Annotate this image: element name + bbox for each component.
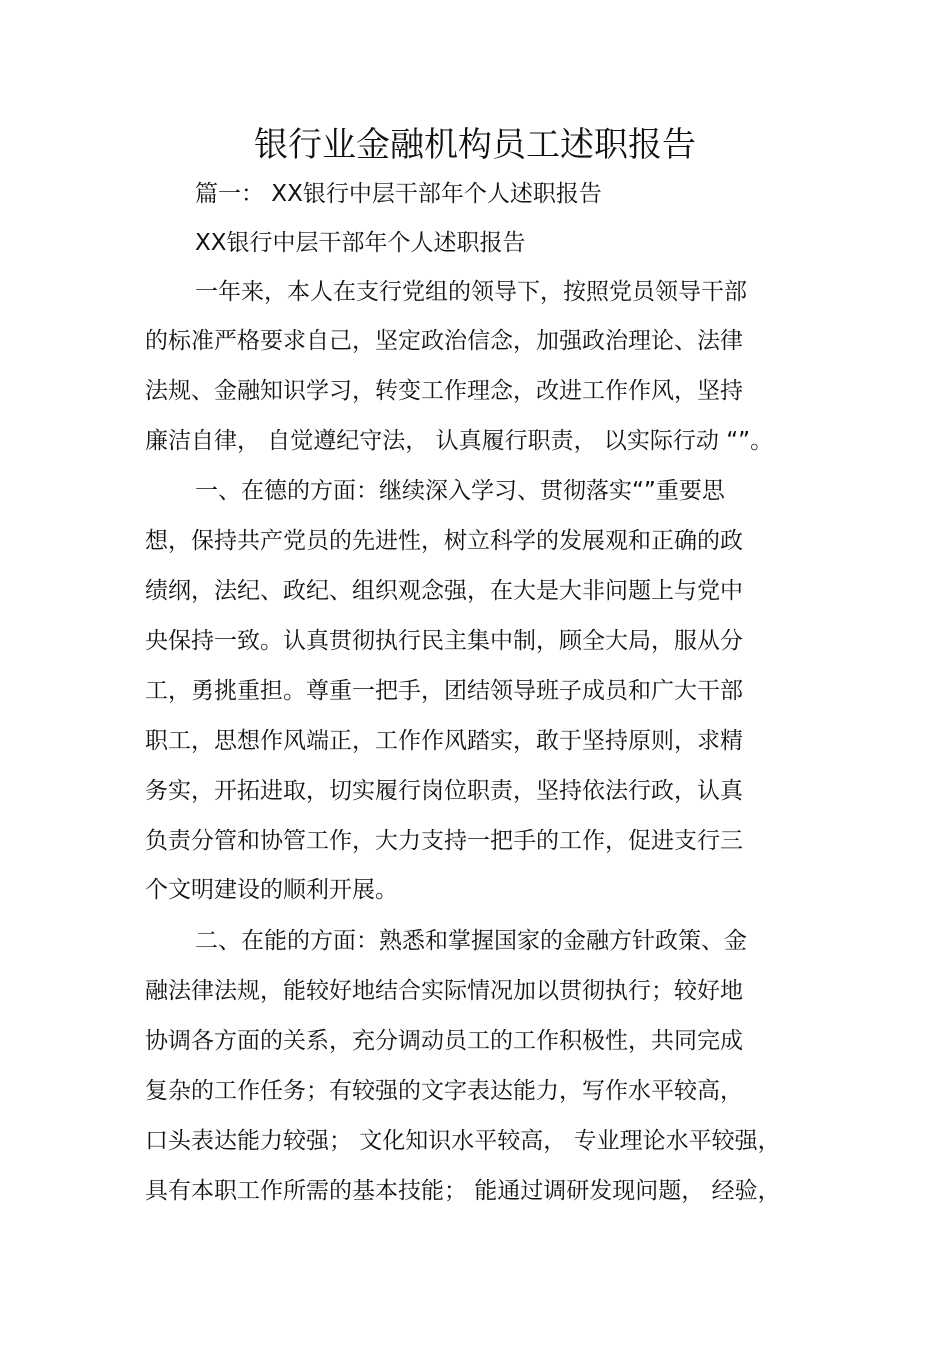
paragraph-line: 一、在德的方面：继续深入学习、贯彻落实“”重要思 [195, 478, 725, 504]
paragraph-line: 复杂的工作任务；有较强的文字表达能力，写作水平较高， [145, 1078, 743, 1104]
paragraph-line: 职工，思想作风端正，工作作风踏实，敢于坚持原则，求精 [145, 728, 743, 754]
paragraph-line: 协调各方面的关系，充分调动员工的工作积极性，共同完成 [145, 1028, 743, 1054]
paragraph-line: 央保持一致。认真贯彻执行民主集中制，顾全大局，服从分 [145, 628, 743, 654]
document-title: 银行业金融机构员工述职报告 [254, 125, 696, 165]
paragraph-line: 口头表达能力较强； 文化知识水平较高， 专业理论水平较强， [145, 1128, 781, 1154]
paragraph-line: 具有本职工作所需的基本技能； 能通过调研发现问题， 经验， [145, 1178, 781, 1204]
paragraph-line: 负责分管和协管工作，大力支持一把手的工作，促进支行三 [145, 828, 743, 854]
chapter-heading: 篇一： XX银行中层干部年个人述职报告 [195, 181, 602, 207]
paragraph-line: 务实，开拓进取，切实履行岗位职责，坚持依法行政，认真 [145, 778, 743, 804]
paragraph-line: 法规、金融知识学习，转变工作理念，改进工作作风，坚持 [145, 378, 743, 404]
paragraph-line: 绩纲，法纪、政纪、组织观念强，在大是大非问题上与党中 [145, 578, 743, 604]
paragraph-line: 廉洁自律， 自觉遵纪守法， 认真履行职责， 以实际行动 “”。 [145, 428, 774, 454]
paragraph-line: 一年来，本人在支行党组的领导下，按照党员领导干部 [195, 279, 747, 305]
paragraph-line: 个文明建设的顺利开展。 [145, 877, 398, 903]
paragraph-line: 想，保持共产党员的先进性，树立科学的发展观和正确的政 [145, 528, 743, 554]
paragraph-line: 二、在能的方面：熟悉和掌握国家的金融方针政策、金 [195, 928, 747, 954]
paragraph-line: 的标准严格要求自己，坚定政治信念，加强政治理论、法律 [145, 328, 743, 354]
report-subtitle: XX银行中层干部年个人述职报告 [195, 230, 526, 256]
paragraph-line: 工，勇挑重担。尊重一把手，团结领导班子成员和广大干部 [145, 678, 743, 704]
paragraph-line: 融法律法规，能较好地结合实际情况加以贯彻执行；较好地 [145, 978, 743, 1004]
